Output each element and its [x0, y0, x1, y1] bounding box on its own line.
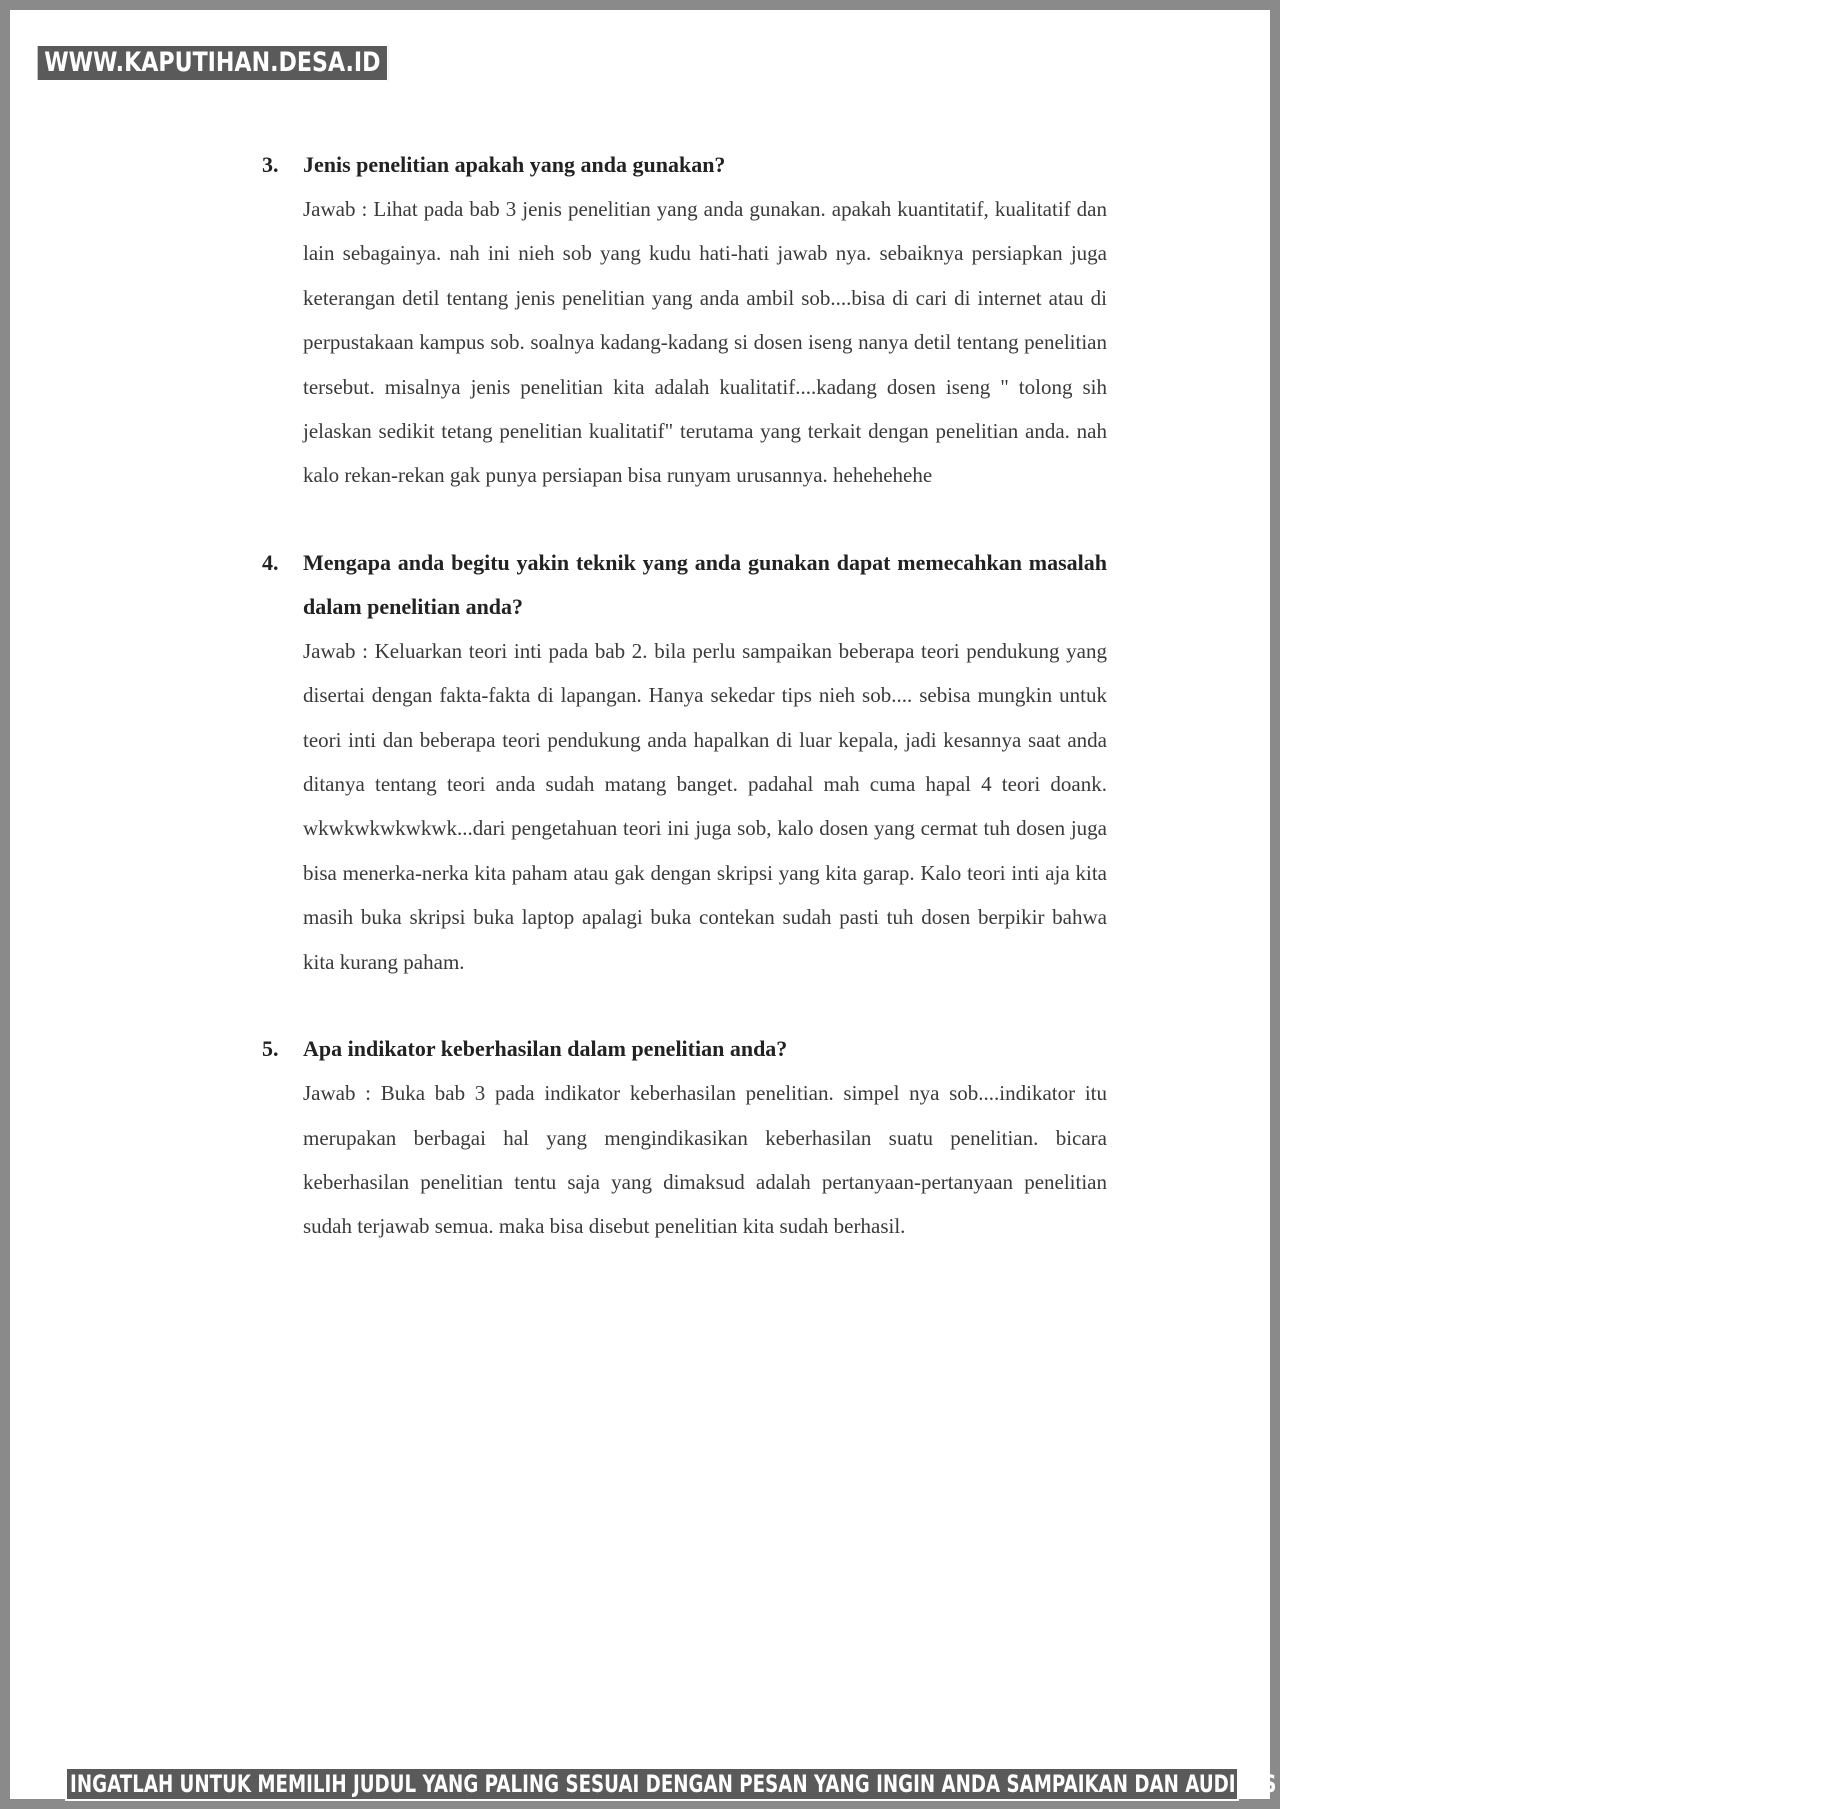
qa-item-4 — [262, 541, 1107, 984]
qa-item-5 — [262, 1027, 1107, 1249]
question-text: Apa indikator keberhasilan dalam penelitian anda? — [303, 1036, 788, 1062]
question-number: 4. — [262, 549, 279, 575]
footer-caption-banner — [65, 1767, 1416, 1801]
answer-paragraph: Jawab : Lihat pada bab 3 jenis penelitian yang anda gunakan. apakah kuantitatif, kualitatif dan lain sebagainya. nah ini nieh sob yang kudu hati-hati jawab nya. sebaiknya persiapkan juga keterangan detil tentang jenis penelitian yang anda ambil sob....bisa di cari di internet atau di perpustakaan kampus sob. soalnya kadang-kadang si dosen iseng nanya detil tentang penelitian tersebut. misalnya jenis penelitian kita adalah kualitatif....kadang dosen iseng " tolong sih jelaskan sedikit tetang penelitian kualitatif" terutama yang terkait dengan penelitian anda. nah kalo rekan-rekan gak punya persiapan bisa runyam urusannya. hehehehehe — [303, 197, 1107, 488]
question-heading — [262, 541, 1107, 629]
document-body — [262, 143, 1107, 1292]
question-number: 5. — [262, 1036, 279, 1062]
question-text: Jenis penelitian apakah yang anda gunakan? — [303, 152, 726, 177]
question-number: 3. — [262, 152, 279, 177]
question-text: Mengapa anda begitu yakin teknik yang anda gunakan dapat memecahkan masalah dalam penelitian anda? — [303, 549, 1107, 619]
footer-caption-text: INGATLAH UNTUK MEMILIH JUDUL YANG PALING SESUAI DENGAN PESAN YANG INGIN ANDA SAMPAIKAN DAN AUDIENS YANG DITUJU — [70, 1770, 1416, 1798]
answer-paragraph: Jawab : Buka bab 3 pada indikator keberhasilan penelitian. simpel nya sob....indikator itu merupakan berbagai hal yang mengindikasikan keberhasilan suatu penelitian. bicara keberhasilan penelitian tentu saja yang dimaksud adalah pertanyaan-pertanyaan penelitian sudah terjawab semua. maka bisa disebut penelitian kita sudah berhasil. — [303, 1081, 1107, 1239]
question-heading — [262, 143, 1107, 187]
site-watermark-badge: WWW.KAPUTIHAN.DESA.ID — [36, 44, 389, 82]
answer-paragraph: Jawab : Keluarkan teori inti pada bab 2. bila perlu sampaikan beberapa teori pendukung yang disertai dengan fakta-fakta di lapangan. Hanya sekedar tips nieh sob.... sebisa mungkin untuk teori inti dan beberapa teori pendukung anda hapalkan di luar kepala, jadi kesannya saat anda ditanya tentang teori anda sudah matang banget. padahal mah cuma hapal 4 teori doank. wkwkwkwkwkwk...dari pengetahuan teori ini juga sob, kalo dosen yang cermat tuh dosen juga bisa menerka-nerka kita paham atau gak dengan skripsi yang kita garap. Kalo teori inti aja kita masih buka skripsi buka laptop apalagi buka contekan sudah pasti tuh dosen berpikir bahwa kita kurang paham. — [303, 638, 1107, 974]
question-heading — [262, 1027, 1107, 1071]
qa-item-3 — [262, 143, 1107, 498]
